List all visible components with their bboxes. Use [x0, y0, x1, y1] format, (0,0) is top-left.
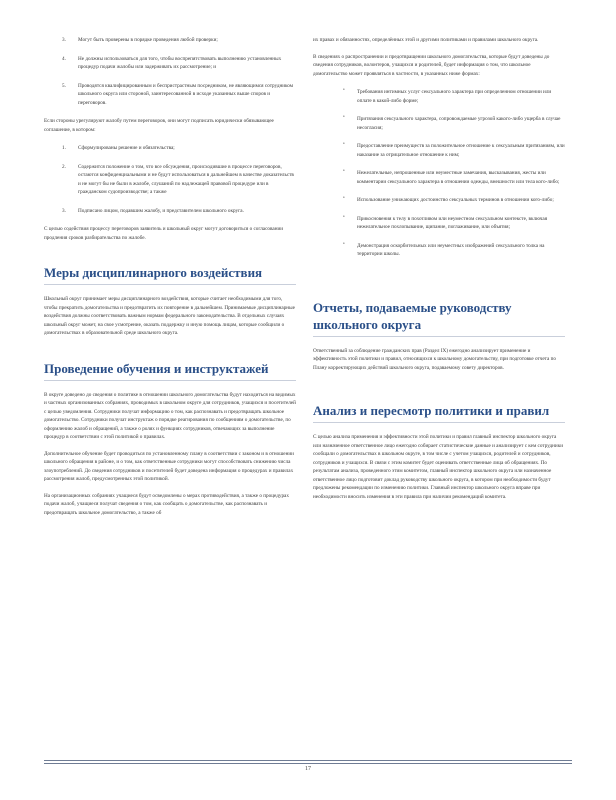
bullet-item — [343, 242, 565, 259]
heading-rule — [313, 422, 565, 423]
bullet-text: Предоставление преимуществ за положительное отношение к сексуальным притязаниям, или наказание за отрицательное отношение к ним; — [357, 143, 565, 158]
paragraph-reports: Ответственный за соблюдение гражданских прав (Раздел IX) ежегодно анализирует применение и эффективность этой политики и правил, относящихся к школьному домогательству, при подготовке отчета по Плану корректирующих действий школьного округа, подаваемому совету директоров. — [313, 347, 556, 371]
heading-training: Проведение обучения и инструктажей — [44, 360, 269, 376]
left-column — [44, 0, 296, 517]
bullet-text: Требования интимных услуг сексуального характера при определенном отношении или оплате в какой-либо форме; — [357, 89, 552, 104]
paragraph-training-1: В округе доведено до сведения о политике в отношении школьного домогательства будут находиться на видимых и частных организованных собраниях, проводимых в школьном округе для сотрудников, учащихся и посетителей с целью уведомления. Сотрудники получат информацию о том, как распознавать и предотвращать школьное домогательство. Сотрудники получат инструктаж о порядке реагирования по сообщениям о домогательстве, по оформлению жалоб и обращений, а также о ролях и функциях сотрудников, отвечающих за выполнение процедур в соответствии с этой политикой о правилах. — [44, 391, 296, 440]
numbered-list-top — [44, 36, 296, 107]
heading-rule — [44, 380, 296, 381]
bullet-item — [343, 88, 565, 105]
list-item-text: Содержится положение о том, что все обсуждения, происходившие в процессе переговоров, остаются конфиденциальными и не будут использоваться в дальнейшем в качестве доказательств и не могут бы не были в жалобе, слушаний по надлежащей правовой процедуре или в гражданском судопроизводстве; а также — [78, 163, 294, 195]
bullet-marker-icon: • — [343, 196, 345, 201]
bullet-marker-icon: • — [343, 214, 345, 220]
heading-review: Анализ и пересмотр политики и правил — [313, 403, 550, 418]
list-item-number: 5. — [62, 82, 66, 89]
footer-rule — [44, 763, 572, 764]
list-item-number: 3. — [62, 207, 66, 214]
heading-rule — [313, 336, 565, 337]
right-column — [313, 0, 565, 501]
page-number: 17 — [305, 766, 311, 772]
paragraph-discipline: Школьный округ принимает меры дисциплинарного воздействия, которые считает необходимыми для того, чтобы прекратить домогательства и предотвратить их повторение в дальнейшем. Принимаемые дисциплинарные воздействия должны соответствовать важным нормам федерального законодательства. В отдельных случаях школьный округ может, на свое усмотрение, оказать поддержку и иную помощь лицам, которые сообщили о домогательствах в образовательной среде школьного округа. — [44, 296, 295, 336]
list-item-number: 2. — [62, 163, 66, 170]
paragraph-training-2: Дополнительное обучение будет проводиться по установленному плану в соответствии с законом и в отношении школьного обращения в районе, и о том, как ответственные сотрудники могут способствовать снижению числа злоупотреблений. До сведения сотрудников и посетителей будет доведена информация о процедурах и правилах рассмотрения жалоб, предусмотренных этой политикой. — [44, 450, 294, 482]
bullet-text: Демонстрация оскорбительных или неуместных изображений сексуального толка на территории школы. — [357, 242, 545, 257]
bullet-text: Прикосновения к телу в похотливом или неуместном сексуальном контексте, включая нежелательное похлопывание, щипание, поглаживание, или объятия; — [357, 215, 548, 230]
bullet-item — [343, 169, 565, 186]
list-item — [62, 144, 296, 153]
list-item-number: 4. — [62, 55, 66, 62]
list-item-number: 1. — [62, 145, 66, 151]
list-item-text: Могут быть проверены в порядке проведения любой проверки; — [78, 37, 218, 43]
bullet-item — [343, 196, 565, 205]
bullet-item — [343, 142, 565, 159]
paragraph-training-3: На организационных собраниях учащиеся будут осведомлены о мерах противодействия, а также о процедурах подачи жалоб, учащиеся получат сведения о том, как сообщать о домогательстве, как распознавать и предотвращать школьное домогательство, а также об — [44, 492, 289, 516]
list-item-text: Подписано лицом, подавшим жалобу, и представителем школьного округа. — [78, 207, 244, 214]
heading-discipline: Меры дисциплинарного воздействия — [44, 265, 263, 280]
list-item-text: Проводятся квалифицированным и беспристрастным посредником, не являющимся сотрудником школьного округа или стороной, заинтересованной в исходе указанных выше споров и переговоров. — [78, 82, 294, 106]
bullet-text: Притязания сексуального характера, сопровождаемые угрозой какого-либо ущерба в случае несогласия; — [357, 116, 561, 131]
list-item-number: 3. — [62, 37, 66, 43]
heading-rule — [44, 284, 296, 285]
list-item — [62, 36, 296, 45]
paragraph-agreement: Если стороны урегулируют жалобу путем переговоров, они могут подписать юридически обязывающее соглашение, в котором: — [44, 118, 274, 133]
list-item — [62, 163, 296, 197]
bullet-text: Использование унижающих достоинство сексуальных терминов в отношении кого-либо; — [357, 197, 554, 203]
bullet-item — [343, 215, 565, 232]
paragraph-review: С целью анализа применения и эффективности этой политики и правил главный инспектор школьного округа или назначенное ответственное лицо ежегодно собирает статистические данные и анализирует с кем сотрудники сообщали о домогательствах в школьном округе, в том числе с учетом учащихся, родителей и сотрудников, сотрудников и учащихся. В связи с этим комитет будет оценивать ответственные лица об обращениях. По результатам анализа, проведенного этим комитетом, главный инспектор школьного округа или назначенное ответственное лицо подготовит доклад руководству школьного округа, в котором при необходимости будут предложены рекомендации по изменению политики. Главный инспектор школьного округа вправе при необходимости вносить изменения в эти правила при наличии рекомендаций комитета. — [313, 434, 563, 500]
list-item — [62, 82, 296, 108]
bullet-item — [343, 115, 565, 132]
paragraph-mediation: С целью содействия процессу переговоров заявитель и школьный округ могут договориться о согласовании продления сроков разбирательства по жалобе. — [44, 226, 284, 241]
bullet-marker-icon: • — [343, 241, 345, 247]
bullet-marker-icon: • — [343, 88, 345, 93]
list-item-text: Не должны использоваться для того, чтобы воспрепятствовать выполнению установленных процедур подачи жалобы или задерживать их рассмотрение; и — [78, 55, 282, 70]
heading-reports: Отчеты, подаваемые руководству школьного округа — [313, 299, 512, 332]
list-item-text: Сформулированы решение и обязательства; — [78, 145, 175, 151]
bullet-marker-icon: • — [343, 115, 345, 120]
list-item — [62, 55, 296, 72]
bullet-text: Нежелательные, непрошенные или неуместные замечания, высказывания, жесты или комментарии сексуального характера в отношении одежды, внешности или тела кого-либо; — [357, 170, 560, 185]
numbered-list-agreement — [44, 144, 296, 215]
paragraph-rights: их правах и обязанностях, определённых этой и другими политиками и правилами школьного округа. — [313, 37, 539, 43]
list-item — [62, 207, 296, 216]
bullet-list-forms — [313, 88, 565, 259]
bullet-marker-icon: • — [343, 169, 345, 174]
paragraph-notice: В сведениях о распространении и предотвращении школьного домогательства, которые будут доведены до сведения сотрудников, волонтеров, учащихся и родителей, будет информация о том, что школьное домогательство может проявляться в частности, в указанных ниже формах: — [313, 53, 550, 77]
footer-rule — [44, 760, 572, 761]
bullet-marker-icon: • — [343, 142, 345, 147]
